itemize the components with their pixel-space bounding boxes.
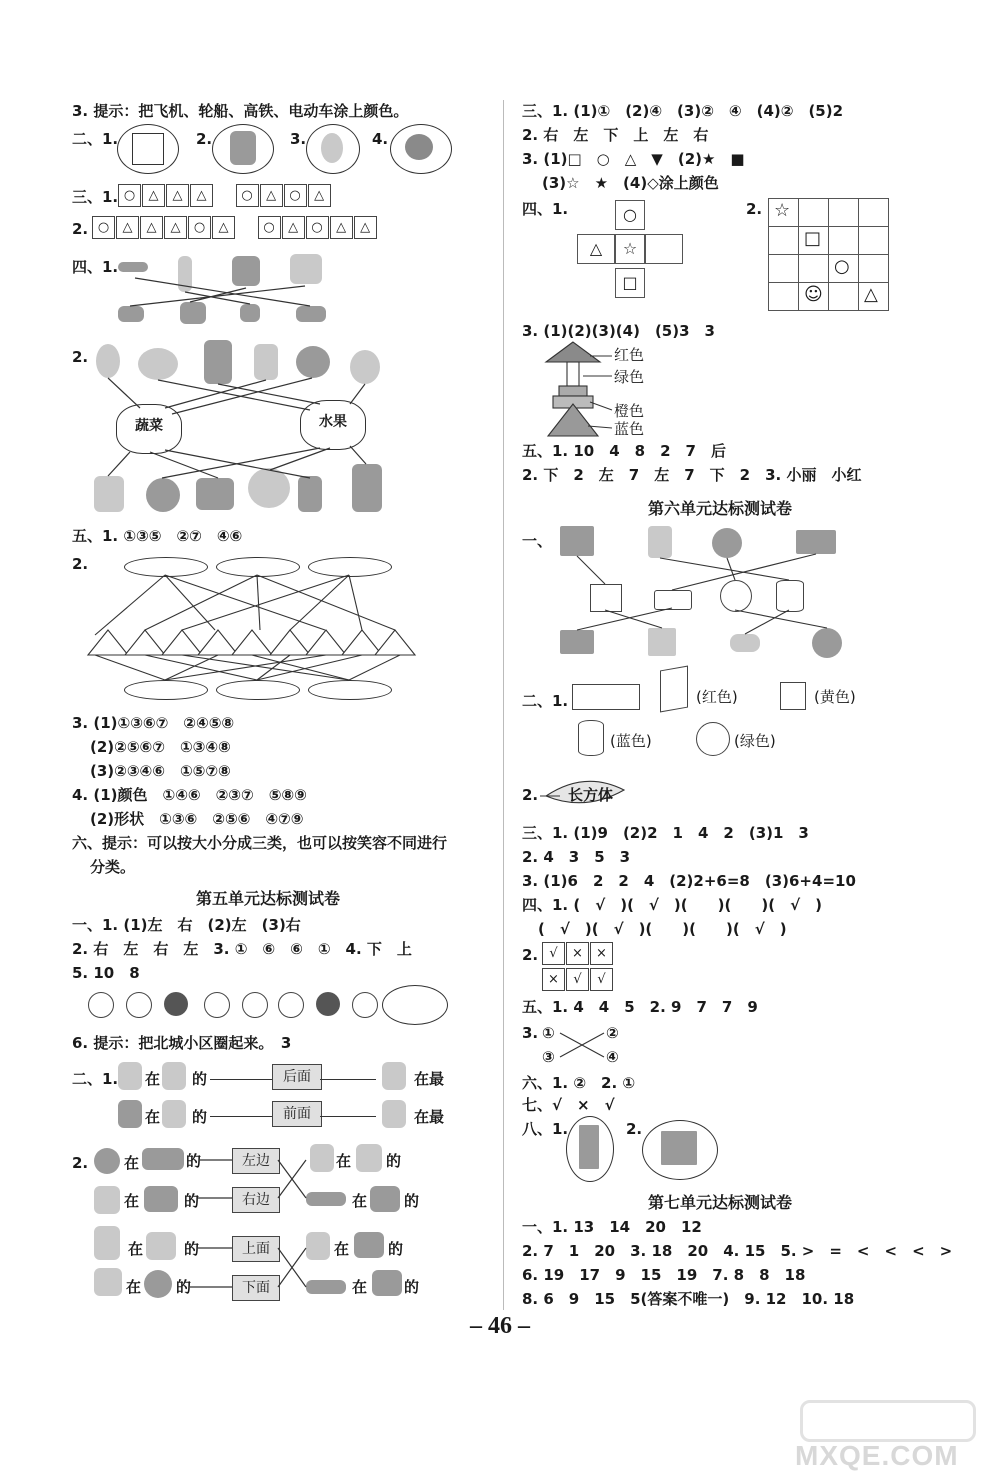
tower-label: 红色 [614, 346, 645, 364]
text-zai: 在 [352, 1192, 368, 1210]
net-cell: □ [615, 268, 645, 298]
section-si-label: 四、1. [72, 258, 119, 276]
tower-label: 蓝色 [614, 420, 645, 438]
label-box-shangmian: 上面 [232, 1236, 280, 1262]
answer-line: 五、1. 4 4 5 2. 9 7 7 9 [522, 998, 758, 1016]
basket-label: 水果 [319, 414, 347, 430]
text-zai: 在 [145, 1108, 161, 1126]
answer-line: 分类。 [90, 858, 136, 876]
text-de: 的 [388, 1240, 404, 1258]
text-zai: 在 [126, 1278, 142, 1296]
answer-line: 2. 7 1 20 3. 18 20 4. 15 5. > = < < < > [522, 1242, 953, 1260]
text-zai: 在 [336, 1152, 352, 1170]
text-zai: 在 [124, 1154, 140, 1172]
label-box-houmian: 后面 [272, 1064, 322, 1090]
item-number: 2. [746, 200, 763, 218]
answer-line: 5. 10 8 [72, 964, 140, 982]
watermark-url: MXQE.COM [795, 1440, 959, 1471]
text-zai: 在 [145, 1070, 161, 1088]
shape-cell: ○ [236, 184, 259, 207]
text-de: 的 [192, 1070, 208, 1088]
answer-line: 4. (1)颜色 ①④⑥ ②③⑦ ⑤⑧⑨ [72, 786, 307, 804]
check-cell: √ [566, 968, 589, 991]
text-de: 的 [184, 1240, 200, 1258]
match-number: ④ [606, 1048, 619, 1066]
leaf-text: 长方体 [568, 786, 614, 804]
text-de: 的 [404, 1278, 420, 1296]
unit7-title: 第七单元达标测试卷 [648, 1193, 793, 1212]
answer-line: 2. 右 左 右 左 3. ① ⑥ ⑥ ① 4. 下 上 [72, 940, 412, 958]
shape-cell: ○ [284, 184, 307, 207]
shape-cell: △ [330, 216, 353, 239]
section-si-label: 四、1. [522, 200, 569, 218]
text-de: 的 [186, 1152, 202, 1170]
answer-line: 8. 6 9 15 5(答案不唯一) 9. 12 10. 18 [522, 1290, 855, 1308]
answer-line: (3)②③④⑥ ①⑤⑦⑧ [90, 762, 231, 780]
answer-line: 四、1. ( √ )( √ )( )( )( √ ) [522, 896, 822, 914]
check-cell: √ [542, 942, 565, 965]
item-number: 2. [196, 130, 213, 148]
answer-line: 3. (1)□ ○ △ ▼ (2)★ ■ [522, 150, 745, 168]
item-number: 2. [72, 555, 89, 573]
colour-label: (红色) [696, 688, 738, 706]
text-zaizui: 在最 [414, 1108, 445, 1126]
item-number: 2. [522, 786, 539, 804]
text-de: 的 [386, 1152, 402, 1170]
section-er-label: 二、1. [522, 692, 569, 710]
answer-line: (3)☆ ★ (4)◇涂上颜色 [542, 174, 719, 192]
shape-cell: △ [164, 216, 187, 239]
answer-line: 3. (1)(2)(3)(4) (5)3 3 [522, 322, 715, 340]
answer-line: (2)形状 ①③⑥ ②⑤⑥ ④⑦⑨ [90, 810, 304, 828]
shape-cell: △ [308, 184, 331, 207]
shape-cell: △ [166, 184, 189, 207]
section-er-label: 二、1. [72, 130, 119, 148]
answer-line: 6. 提示：把北城小区圈起来。 3 [72, 1034, 292, 1052]
unit5-title: 第五单元达标测试卷 [196, 889, 341, 908]
answer-line: 一、1. (1)左 右 (2)左 (3)右 [72, 916, 301, 934]
basket-label: 蔬菜 [135, 418, 163, 434]
shape-cell: △ [282, 216, 305, 239]
answer-line: 六、1. ② 2. ① [522, 1074, 636, 1092]
square-outline-icon: □ [804, 228, 822, 249]
match-number: ③ [542, 1048, 555, 1066]
shape-cell: ○ [258, 216, 281, 239]
shape-cell: △ [142, 184, 165, 207]
shape-cell: △ [190, 184, 213, 207]
circled-cube [642, 1120, 718, 1180]
text-zaizui: 在最 [414, 1070, 445, 1088]
match-number: ② [606, 1024, 619, 1042]
shape-cell: △ [140, 216, 163, 239]
answer-line: 三、1. (1)9 (2)2 1 4 2 (3)1 3 [522, 824, 809, 842]
answer-line: 五、1. 10 4 8 2 7 后 [522, 442, 726, 460]
shape-cell: △ [354, 216, 377, 239]
answer-line: 3. (1)6 2 2 4 (2)2+6=8 (3)6+4=10 [522, 872, 856, 890]
colour-label: (黄色) [814, 688, 856, 706]
item-number: 2. [72, 220, 89, 238]
answer-line: 2. 下 2 左 7 左 7 下 2 3. 小丽 小红 [522, 466, 862, 484]
text-de: 的 [192, 1108, 208, 1126]
answer-line: 2. 右 左 下 上 左 右 [522, 126, 709, 144]
shape-cell: ○ [188, 216, 211, 239]
answer-line: 六、提示：可以按大小分成三类，也可以按笑容不同进行 [72, 834, 448, 852]
section-er-label: 二、1. [72, 1070, 119, 1088]
shape-cell: △ [260, 184, 283, 207]
text-de: 的 [184, 1192, 200, 1210]
answer-line: 6. 19 17 9 15 19 7. 8 8 18 [522, 1266, 806, 1284]
label-box-qianmian: 前面 [272, 1101, 322, 1127]
shape-cell: ○ [92, 216, 115, 239]
item-number: 2. [72, 1154, 89, 1172]
check-cell: × [542, 968, 565, 991]
match-number: ① [542, 1024, 555, 1042]
check-cell: × [590, 942, 613, 965]
answer-line: (2)②⑤⑥⑦ ①③④⑧ [90, 738, 231, 756]
label-box-youbian: 右边 [232, 1187, 280, 1213]
shape-cell: ○ [306, 216, 329, 239]
text-de: 的 [404, 1192, 420, 1210]
colour-label: (蓝色) [610, 732, 652, 750]
item-number: 3. [290, 130, 307, 148]
answer-line: ( √ )( √ )( )( )( √ ) [538, 920, 787, 938]
text-zai: 在 [128, 1240, 144, 1258]
left-item-3-hint: 3. 提示：把飞机、轮船、高铁、电动车涂上颜色。 [72, 102, 409, 120]
shape-cell: ○ [118, 184, 141, 207]
star-outline-icon: ☆ [774, 200, 791, 221]
answer-line: 一、1. 13 14 20 12 [522, 1218, 702, 1236]
net-cell: △ [577, 234, 615, 264]
section-wu-line-1: 五、1. ①③⑤ ②⑦ ④⑥ [72, 527, 243, 545]
circled-tall-cuboid [566, 1116, 614, 1182]
answer-line: 2. 4 3 5 3 [522, 848, 631, 866]
item-number: 4. [372, 130, 389, 148]
tower-label: 绿色 [614, 368, 645, 386]
shape-cell: △ [116, 216, 139, 239]
unit6-title: 第六单元达标测试卷 [648, 499, 793, 518]
answer-line: 七、√ × √ [522, 1096, 615, 1114]
triangle-outline-icon: △ [864, 284, 878, 305]
answer-line: 3. (1)①③⑥⑦ ②④⑤⑧ [72, 714, 235, 732]
text-zai: 在 [352, 1278, 368, 1296]
smiley-icon: ☺ [804, 284, 823, 305]
item-number: 2. [626, 1120, 643, 1138]
item-number: 2. [72, 348, 89, 366]
shape-cell: △ [212, 216, 235, 239]
text-de: 的 [176, 1278, 192, 1296]
text-zai: 在 [334, 1240, 350, 1258]
section-san-label: 三、1. [72, 188, 119, 206]
answer-line: 三、1. (1)① (2)④ (3)② ④ (4)② (5)2 [522, 102, 844, 120]
label-box-xiamian: 下面 [232, 1275, 280, 1301]
item-number: 3. [522, 1024, 539, 1042]
circle-outline-icon: ○ [834, 256, 850, 277]
label-box-zuobian: 左边 [232, 1148, 280, 1174]
section-yi-label: 一、 [522, 532, 553, 550]
net-cell: ☆ [615, 234, 645, 264]
check-cell: √ [590, 968, 613, 991]
text-zai: 在 [124, 1192, 140, 1210]
section-ba-label: 八、1. [522, 1120, 569, 1138]
net-cell: ○ [615, 200, 645, 230]
colour-label: (绿色) [734, 732, 776, 750]
item-number: 2. [522, 946, 539, 964]
page-number: – 46 – [470, 1313, 530, 1339]
check-cell: × [566, 942, 589, 965]
tower-label: 橙色 [614, 402, 645, 420]
